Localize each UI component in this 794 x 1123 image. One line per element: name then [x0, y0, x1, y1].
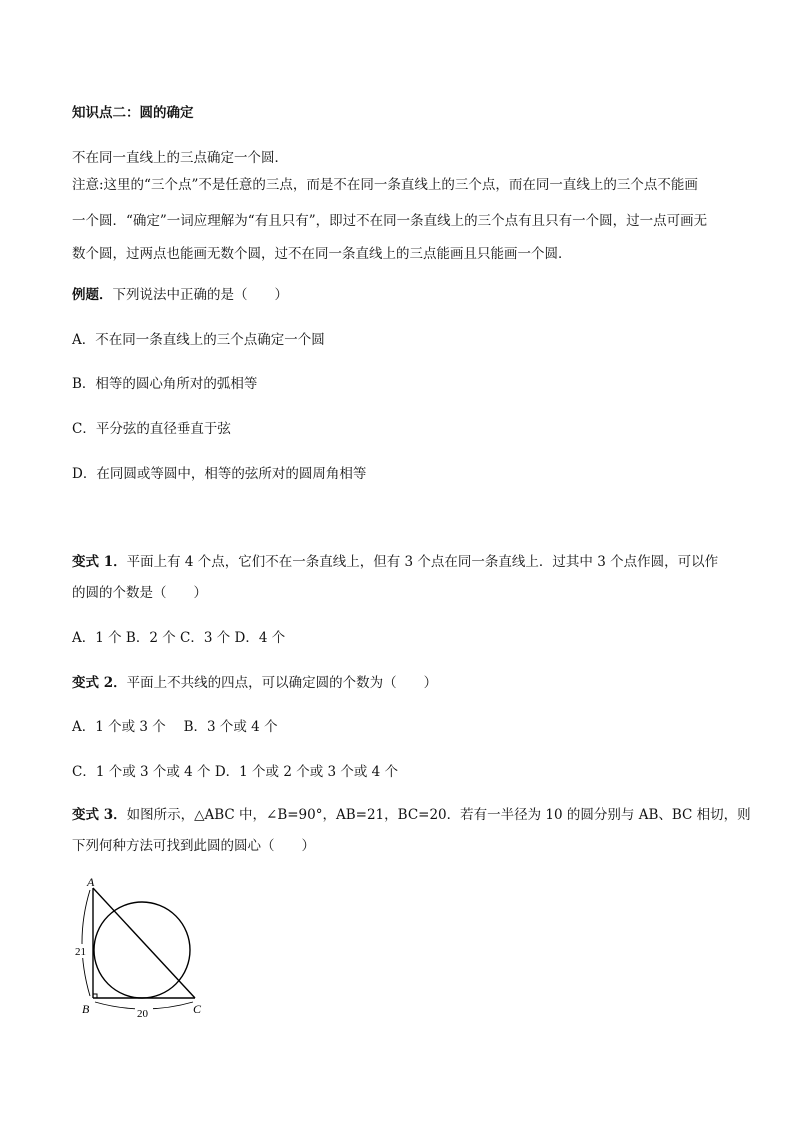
variant2-stem: 平面上不共线的四点，可以确定圆的个数为（ ） [126, 675, 438, 691]
triangle-circle-figure [66, 872, 226, 1022]
variant2-question [72, 673, 732, 693]
example-stem: 下列说法中正确的是（ ） [112, 287, 288, 303]
label-vertex-c: C [193, 1002, 202, 1016]
variant2-options-1: A．1 个或 3 个 B．3 个或 4 个 [72, 719, 278, 735]
section-title: 知识点二：圆的确定 [72, 105, 194, 121]
example-label: 例题． [72, 287, 113, 303]
label-ab: 21 [75, 946, 86, 958]
variant1-options: A．1 个 B．2 个 C．3 个 D．4 个 [72, 630, 286, 646]
side-ac [93, 888, 195, 998]
example-option-c: C．平分弦的直径垂直于弦 [72, 421, 231, 437]
label-vertex-b: B [82, 1002, 90, 1016]
variant2-options-2: C．1 个或 3 个或 4 个 D．1 个或 2 个或 3 个或 4 个 [72, 764, 399, 780]
theorem-text: 不在同一直线上的三点确定一个圆． [72, 150, 288, 166]
variant2-label: 变式 2． [72, 675, 127, 691]
variant3-stem-1: 如图所示，△ABC 中，∠B=90°，AB=21，BC=20．若有一半径为 10 的圆分别与 AB、BC 相切，则 [126, 807, 751, 823]
example-option-d: D．在同圆或等圆中，相等的弦所对的圆周角相等 [72, 466, 367, 482]
dimension-arc-ab [82, 890, 90, 996]
variant1-stem-line-2: 的圆的个数是（ ） [72, 585, 207, 601]
note-line-2: 一个圆．“确定”一词应理解为“有且只有”，即过不在同一条直线上的三个点有且只有一个圆，过一点可画无 [72, 213, 708, 229]
example-question [72, 285, 732, 305]
variant3-stem-line-2: 下列何种方法可找到此圆的圆心（ ） [72, 838, 315, 854]
note-line-1: 注意:这里的“三个点”不是任意的三点，而是不在同一条直线上的三个点，而在同一直线上的三个点不能画 [72, 177, 698, 193]
label-vertex-a: A [87, 875, 95, 889]
variant3-label: 变式 3． [72, 807, 127, 823]
example-option-a: A．不在同一条直线上的三个点确定一个圆 [72, 332, 325, 348]
variant3-stem-line-1 [72, 805, 751, 825]
example-option-b: B．相等的圆心角所对的弧相等 [72, 376, 258, 392]
note-line-3: 数个圆，过两点也能画无数个圆，过不在同一条直线上的三点能画且只能画一个圆． [72, 246, 572, 262]
label-bc: 20 [137, 1008, 148, 1020]
tangent-circle [94, 902, 190, 998]
variant1-stem-line-1 [72, 552, 732, 572]
variant1-stem-1: 平面上有 4 个点，它们不在一条直线上，但有 3 个点在同一条直线上．过其中 3 个点作圆，可以作 [126, 554, 719, 570]
variant1-label: 变式 1． [72, 554, 127, 570]
